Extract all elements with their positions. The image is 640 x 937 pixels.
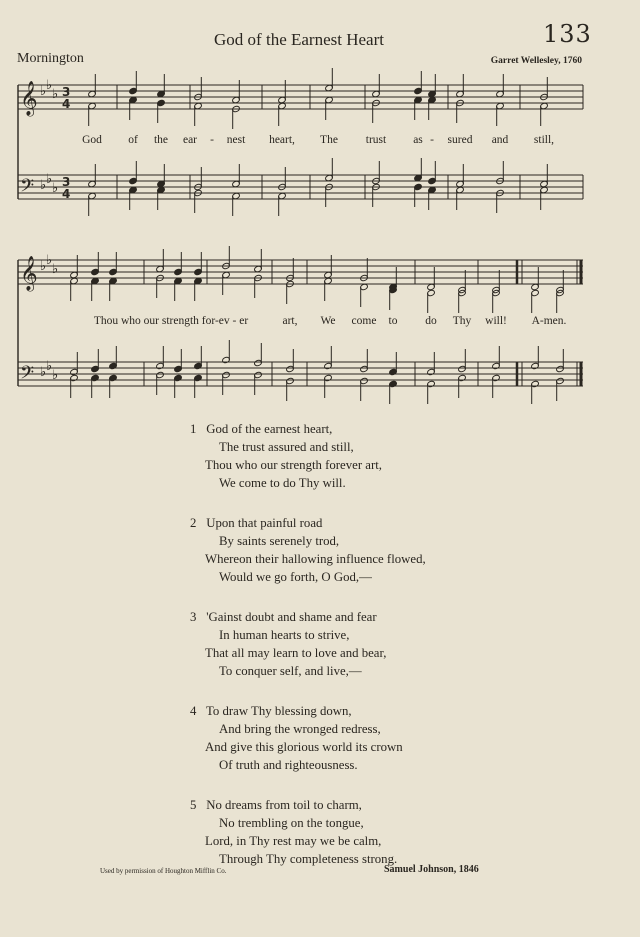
- verse-line: Upon that painful road: [206, 516, 323, 530]
- verse-line: Whereon their hallowing influence flowed,: [205, 552, 426, 566]
- verse-2: [190, 514, 426, 586]
- lyrics-system-2: [0, 315, 640, 331]
- verse-4: [190, 702, 426, 774]
- lyric-syllable: God: [82, 134, 102, 146]
- hymn-number: 133: [543, 20, 592, 48]
- tune-name: Mornington: [17, 51, 84, 66]
- lyric-syllable: still,: [533, 134, 555, 146]
- lyric-syllable: come: [351, 315, 377, 327]
- svg-text:♭: ♭: [40, 259, 47, 274]
- svg-text:♭: ♭: [52, 368, 59, 383]
- svg-text:4: 4: [62, 97, 71, 111]
- verse-1: [190, 420, 426, 492]
- svg-text:♭: ♭: [46, 172, 53, 187]
- lyric-syllable: The: [320, 134, 338, 146]
- svg-text:♭: ♭: [40, 178, 47, 193]
- verse-number: 3: [190, 610, 197, 624]
- treble-clef-icon: 𝄞: [20, 256, 38, 291]
- lyric-syllable: of: [128, 134, 138, 146]
- verse-line: God of the earnest heart,: [206, 422, 333, 436]
- verse-number: 1: [190, 422, 197, 436]
- verse-number: 5: [190, 798, 197, 812]
- text-author: Samuel Johnson, 1846: [384, 864, 479, 875]
- bass-clef-icon: 𝄢: [20, 363, 35, 388]
- verse-line: We come to do Thy will.: [219, 476, 346, 490]
- verse-line: Lord, in Thy rest may we be calm,: [205, 834, 382, 848]
- lyric-syllable: do: [425, 315, 437, 327]
- verse-number: 4: [190, 704, 197, 718]
- lyric-syllable: to: [388, 315, 398, 327]
- svg-text:3: 3: [62, 85, 71, 99]
- verse-5: [190, 796, 426, 868]
- verse-line: No dreams from toil to charm,: [206, 798, 362, 812]
- lyric-syllable: will!: [485, 315, 507, 327]
- lyric-syllable: sured: [447, 134, 473, 146]
- svg-text:♭: ♭: [46, 253, 53, 268]
- verse-line: Would we go forth, O God,—: [219, 570, 372, 584]
- verse-line: Through Thy completeness strong.: [219, 852, 398, 866]
- lyric-syllable: the: [153, 134, 169, 146]
- svg-text:♭: ♭: [52, 87, 59, 102]
- verse-line: To conquer self, and live,—: [219, 664, 362, 678]
- lyric-syllable: -: [430, 134, 434, 146]
- lyric-syllable: Thou who our strength for-ev - er: [93, 315, 249, 327]
- verse-line: And bring the wronged redress,: [219, 722, 381, 736]
- lyric-syllable: and: [491, 134, 509, 146]
- treble-staff-2: [18, 260, 583, 284]
- svg-text:♭: ♭: [40, 84, 47, 99]
- permission-note: Used by permission of Houghton Mifflin Co.: [100, 867, 227, 875]
- bass-staff-2: [18, 362, 583, 386]
- verse-line: Of truth and righteousness.: [219, 758, 358, 772]
- verse-line: That all may learn to love and bear,: [205, 646, 387, 660]
- verse-line: No trembling on the tongue,: [219, 816, 364, 830]
- lyric-syllable: heart,: [269, 134, 295, 146]
- verse-line: 'Gainst doubt and shame and fear: [206, 610, 377, 624]
- verses: [190, 420, 426, 890]
- verse-line: To draw Thy blessing down,: [205, 704, 352, 718]
- bass-clef-icon: 𝄢: [20, 176, 35, 201]
- lyric-syllable: Thy: [452, 315, 472, 327]
- composer-credit: Garret Wellesley, 1760: [490, 56, 582, 66]
- svg-text:♭: ♭: [40, 365, 47, 380]
- svg-text:♭: ♭: [46, 78, 53, 93]
- lyric-syllable: -: [210, 134, 214, 146]
- verse-line: Thou who our strength forever art,: [205, 458, 382, 472]
- lyric-syllable: ear: [182, 134, 198, 146]
- lyric-syllable: art,: [282, 315, 298, 327]
- lyric-syllable: as: [413, 134, 423, 146]
- verse-line: In human hearts to strive,: [219, 628, 350, 642]
- verse-line: And give this glorious world its crown: [205, 740, 403, 754]
- verse-number: 2: [190, 516, 197, 530]
- verse-line: By saints serenely trod,: [219, 534, 340, 548]
- music-score: [0, 0, 640, 410]
- hymn-title: God of the Earnest Heart: [214, 30, 384, 49]
- lyrics-system-1: [0, 134, 640, 150]
- lyric-syllable: trust: [365, 134, 387, 146]
- svg-text:♭: ♭: [52, 181, 59, 196]
- treble-clef-icon: 𝄞: [20, 81, 38, 116]
- svg-text:♭: ♭: [52, 262, 59, 277]
- lyric-syllable: nest: [226, 134, 246, 146]
- svg-text:3: 3: [62, 175, 71, 189]
- verse-3: [190, 608, 426, 680]
- svg-text:♭: ♭: [46, 359, 53, 374]
- verse-line: The trust assured and still,: [219, 440, 354, 454]
- lyric-syllable: We: [320, 315, 336, 327]
- lyric-syllable: A-men.: [531, 315, 567, 327]
- svg-text:4: 4: [62, 187, 71, 201]
